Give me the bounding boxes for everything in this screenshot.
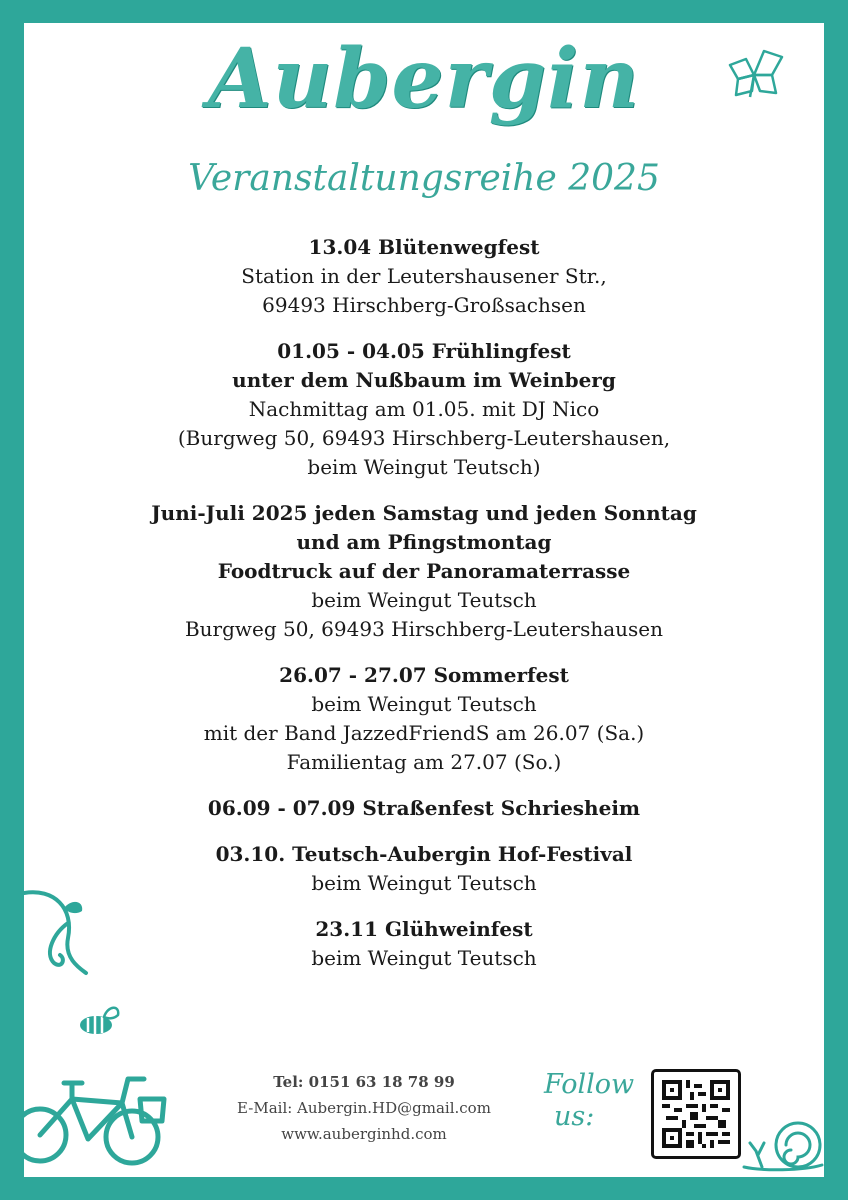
event-item xyxy=(24,233,824,320)
contact-phone: Tel: 0151 63 18 78 99 xyxy=(273,1073,455,1091)
contact-website[interactable]: www.auberginhd.com xyxy=(281,1125,447,1143)
event-detail-line: mit der Band JazzedFriendS am 26.07 (Sa.) xyxy=(203,721,645,745)
qr-code-icon xyxy=(662,1080,730,1148)
event-title-line: 01.05 - 04.05 Frühlingfest xyxy=(277,339,571,363)
event-item xyxy=(24,840,824,898)
event-detail-line: beim Weingut Teutsch xyxy=(311,871,537,895)
event-detail-line: Nachmittag am 01.05. mit DJ Nico xyxy=(248,397,600,421)
event-detail-line: beim Weingut Teutsch xyxy=(311,692,537,716)
event-detail-line: 69493 Hirschberg-Großsachsen xyxy=(262,293,586,317)
event-title-line: 23.11 Glühweinfest xyxy=(315,917,533,941)
event-title-line: Juni-Juli 2025 jeden Samstag und jeden Sonntag xyxy=(151,501,697,525)
event-detail-line: beim Weingut Teutsch) xyxy=(307,455,541,479)
follow-line-1: Follow xyxy=(544,1069,635,1100)
event-title-line: Foodtruck auf der Panoramaterrasse xyxy=(217,559,631,583)
poster xyxy=(24,23,824,1177)
event-title-line: 03.10. Teutsch-Aubergin Hof-Festival xyxy=(215,842,633,866)
event-item xyxy=(24,337,824,482)
event-item xyxy=(24,661,824,777)
vine-icon xyxy=(24,883,94,983)
bicycle-icon xyxy=(24,1069,169,1177)
page-subtitle: Veranstaltungsreihe 2025 xyxy=(188,158,660,199)
event-detail-line: beim Weingut Teutsch xyxy=(311,946,537,970)
event-detail-line: beim Weingut Teutsch xyxy=(311,588,537,612)
event-item xyxy=(24,915,824,973)
follow-line-2: us: xyxy=(554,1101,595,1132)
contact-block xyxy=(204,1069,524,1147)
event-item xyxy=(24,499,824,644)
bee-icon xyxy=(78,1003,124,1039)
event-title-line: unter dem Nußbaum im Weinberg xyxy=(232,368,616,392)
event-detail-line: Station in der Leutershausener Str., xyxy=(241,264,607,288)
event-title-line: und am Pfingstmontag xyxy=(296,530,552,554)
logo-text: Aubergin xyxy=(207,31,641,127)
event-detail-line: Burgweg 50, 69493 Hirschberg-Leutershausen xyxy=(184,617,664,641)
snail-icon xyxy=(742,1115,824,1177)
follow-us-label xyxy=(544,1069,654,1133)
event-title-line: 06.09 - 07.09 Straßenfest Schriesheim xyxy=(207,796,641,820)
event-item xyxy=(24,794,824,823)
event-title-line: 26.07 - 27.07 Sommerfest xyxy=(279,663,569,687)
event-title-line: 13.04 Blütenwegfest xyxy=(308,235,540,259)
qr-code[interactable] xyxy=(651,1069,741,1159)
event-detail-line: (Burgweg 50, 69493 Hirschberg-Leutershausen, xyxy=(177,426,671,450)
events-list xyxy=(24,233,824,990)
contact-email[interactable]: E-Mail: Aubergin.HD@gmail.com xyxy=(237,1099,491,1117)
event-detail-line: Familientag am 27.07 (So.) xyxy=(286,750,562,774)
